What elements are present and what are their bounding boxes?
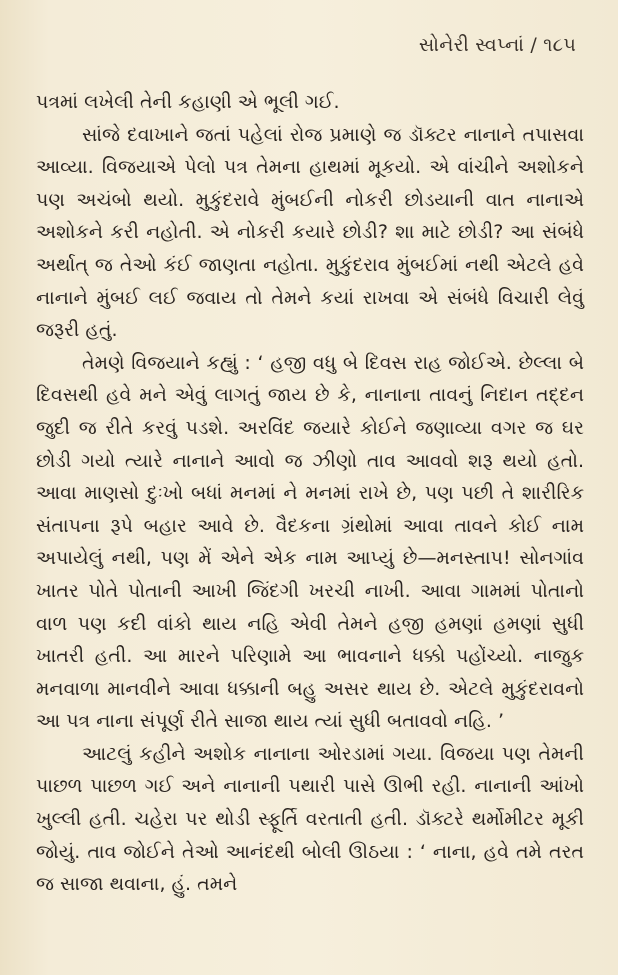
paragraph-1: પત્રમાં લખેલી તેની કહાણી એ ભૂલી ગઈ. (36, 91, 340, 113)
body-text (36, 86, 584, 901)
paragraph-4: આટલું કહીને અશોક નાનાના ઓરડામાં ગયા. વિજયા પણ તેમની પાછળ પાછળ ગઈ અને નાનાની પથારી પાસે ઊભી રહી. નાનાની આંખો ખુલ્લી હતી. ચહેરા પર થોડી સ્ફૂર્તિ વરતાતી હતી. ડૉક્ટરે થર્મોમીટર મૂકી જોયું. તાવ જોઈને તેઓ આનંદથી બોલી ઊઠયા : ‘ નાના, હવે તમે તરત જ સાજા થવાના, હું. તમને (36, 742, 584, 896)
running-head: સોનેરી સ્વપ્નાં / ૧૮૫ (418, 34, 576, 56)
paragraph-3: તેમણે વિજયાને કહ્યું : ‘ હજી વધુ બે દિવસ રાહ જોઈએ. છેલ્લા બે દિવસથી હવે મને એવું લાગતું જાય છે કે, નાનાના તાવનું નિદાન તદ્દન જુદી જ રીતે કરવું પડશે. અરવિંદ જયારે કોઈને જણાવ્યા વગર જ ઘર છોડી ગયો ત્યારે નાનાને આવો જ ઝીણો તાવ આવવો શરૂ થયો હતો. આવા માણસો દુઃખો બધાં મનમાં ને મનમાં રાખે છે, પણ પછી તે શારીરિક સંતાપના રૂપે બહાર આવે છે. વૈદકના ગ્રંથોમાં આવા તાવને કોઈ નામ અપાયેલું નથી, પણ મેં એને એક નામ આપ્યું છે—મનસ્તાપ! સોનગાંવ ખાતર પોતે પોતાની આખી જિંદગી ખરચી નાખી. આવા ગામમાં પોતાનો વાળ પણ કદી વાંકો થાય નહિ એવી તેમને હજી હમણાં હમણાં સુધી ખાતરી હતી. આ મારને પરિણામે આ ભાવનાને ધક્કો પહોંચ્યો. નાજુક મનવાળા માનવીને આવા ધક્કાની બહુ અસર થાય છે. એટલે મુકુંદરાવનો આ પત્ર નાના સંપૂર્ણ રીતે સાજા થાય ત્યાં સુધી બતાવવો નહિ. ’ (36, 351, 584, 733)
paragraph-2: સાંજે દવાખાને જતાં પહેલાં રોજ પ્રમાણે જ ડૉક્ટર નાનાને તપાસવા આવ્યા. વિજયાએ પેલો પત્ર તેમના હાથમાં મૂકયો. એ વાંચીને અશોકને પણ અચંબો થયો. મુકુંદરાવે મુંબઈની નોકરી છોડયાની વાત નાનાએ અશોકને કરી નહોતી. એ નોકરી કયારે છોડી? શા માટે છોડી? આ સંબંધે અર્થાત્ જ તેઓ કંઈ જાણતા નહોતા. મુકુંદરાવ મુંબઈમાં નથી એટલે હવે નાનાને મુંબઈ લઈ જવાય તો તેમને કયાં રાખવા એ સંબંધે વિચારી લેવું જરૂરી હતું. (36, 123, 584, 342)
